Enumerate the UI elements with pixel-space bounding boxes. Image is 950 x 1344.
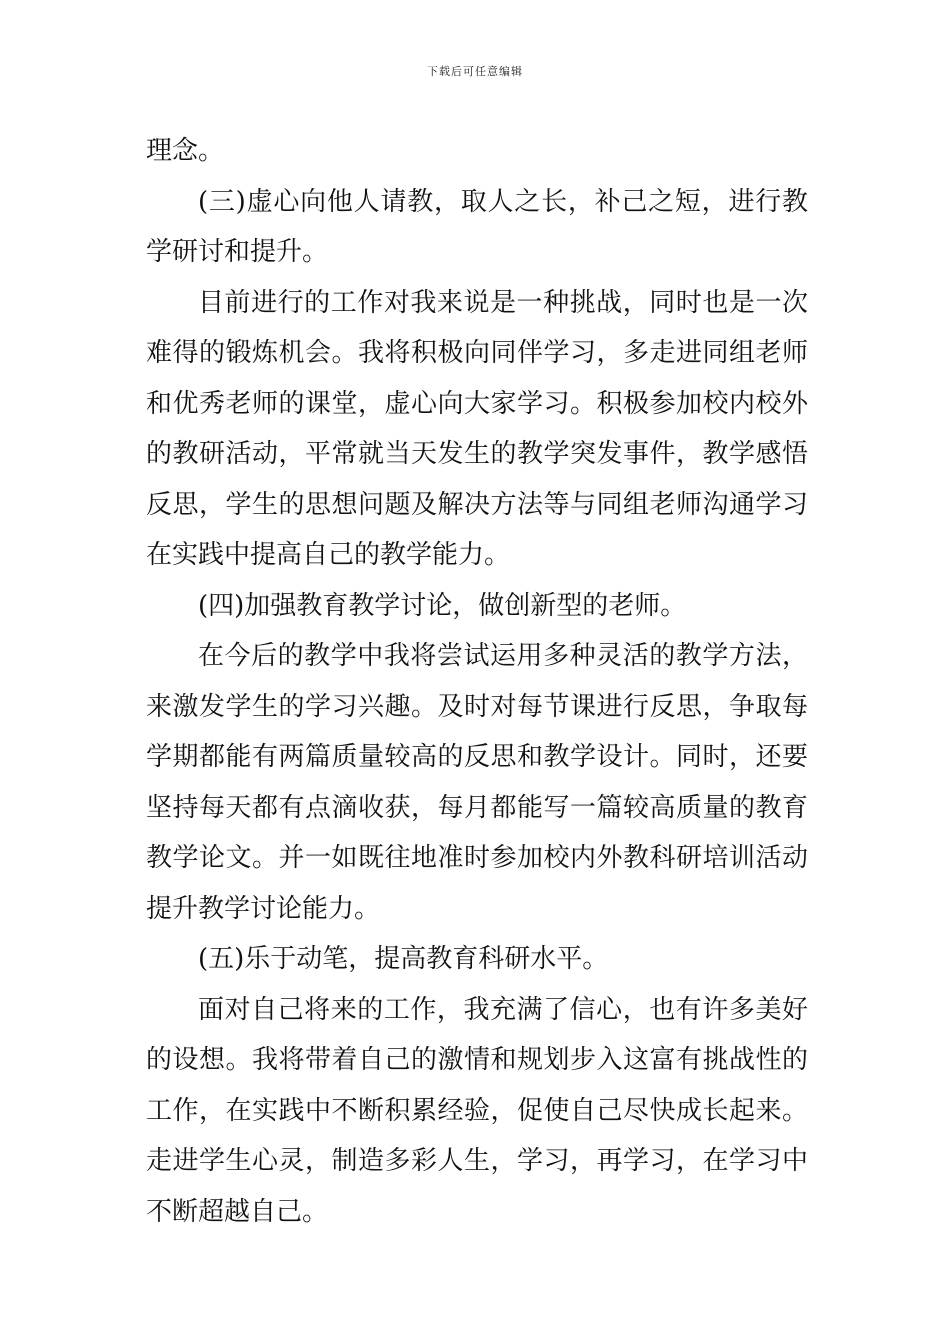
text-line: 教学论文。并一如既往地准时参加校内外教科研培训活动 [146, 843, 808, 873]
page-header-note: 下载后可任意编辑 [427, 65, 523, 78]
text-line: 工作，在实践中不断积累经验，促使自己尽快成长起来。 [146, 1095, 808, 1126]
section-heading-4 [146, 581, 808, 632]
text-line: 理念。 [146, 136, 225, 166]
paragraph [146, 278, 808, 581]
text-line: 学研讨和提升。 [146, 237, 329, 267]
text-line: 在今后的教学中我将尝试运用多种灵活的教学方法， [198, 641, 808, 671]
text-line: 的教研活动，平常就当天发生的教学突发事件，教学感悟 [146, 439, 808, 469]
text-line: (三)虚心向他人请教，取人之长，补己之短，进行教 [198, 186, 808, 217]
text-line: 提升教学讨论能力。 [146, 893, 381, 924]
text-line: 面对自己将来的工作，我充满了信心，也有许多美好 [198, 994, 808, 1025]
text-line: (五)乐于动笔，提高教育科研水平。 [198, 944, 609, 974]
paragraph [146, 985, 808, 1238]
document-body [146, 126, 808, 1237]
text-line: 反思，学生的思想问题及解决方法等与同组老师沟通学习 [146, 489, 808, 520]
text-line: (四)加强教育教学讨论，做创新型的老师。 [198, 590, 687, 621]
paragraph [146, 631, 808, 934]
text-line: 学期都能有两篇质量较高的反思和教学设计。同时，还要 [146, 742, 808, 772]
text-line: 难得的锻炼机会。我将积极向同伴学习，多走进同组老师 [146, 338, 808, 368]
text-line: 目前进行的工作对我来说是一种挑战，同时也是一次 [198, 287, 808, 318]
text-line: 坚持每天都有点滴收获，每月都能写一篇较高质量的教育 [146, 792, 808, 823]
text-line: 不断超越自己。 [146, 1196, 329, 1227]
text-line: 走进学生心灵，制造多彩人生，学习，再学习，在学习中 [146, 1146, 808, 1176]
section-heading-3 [146, 177, 808, 278]
paragraph [146, 126, 808, 177]
text-line: 和优秀老师的课堂，虚心向大家学习。积极参加校内校外 [146, 388, 808, 419]
section-heading-5 [146, 934, 808, 985]
text-line: 的设想。我将带着自己的激情和规划步入这富有挑战性的 [146, 1045, 808, 1075]
text-line: 在实践中提高自己的教学能力。 [146, 540, 511, 570]
text-line: 来激发学生的学习兴趣。及时对每节课进行反思，争取每 [146, 691, 808, 722]
